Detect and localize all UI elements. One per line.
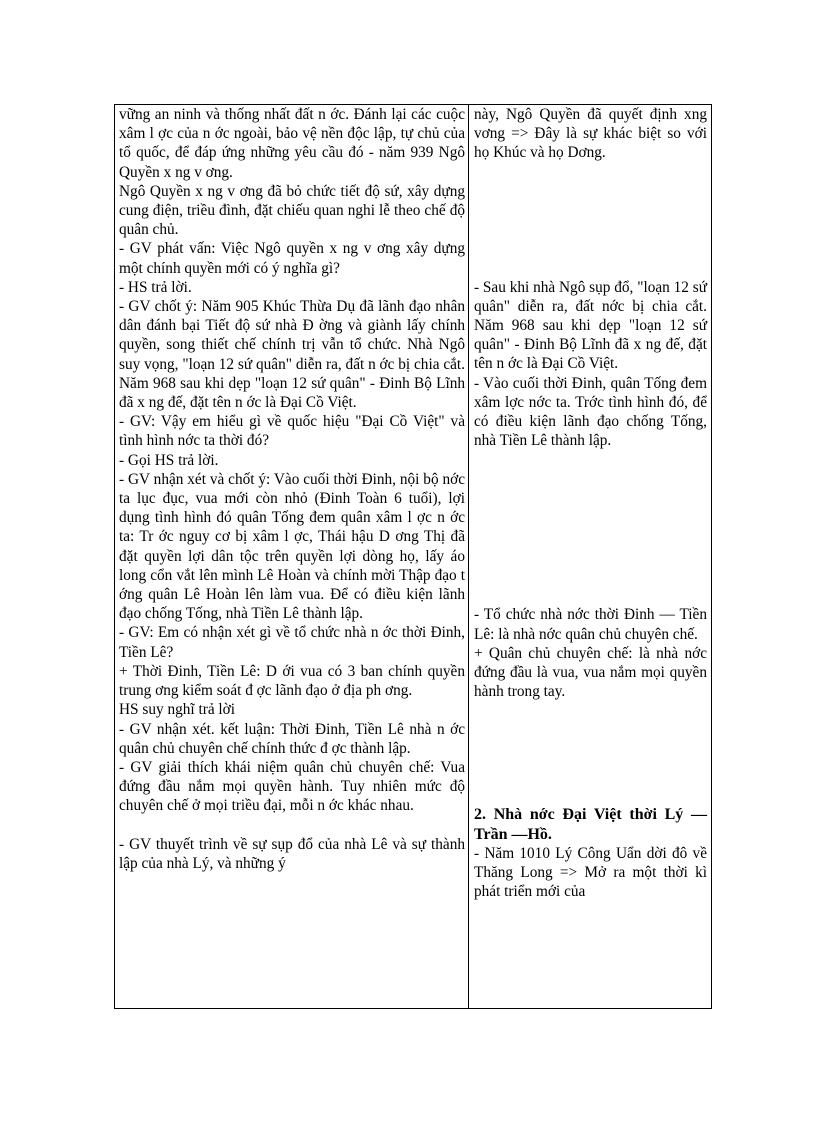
paragraph: này, Ngô Quyền đã quyết định xng vơng => Đây là sự khác biệt so với họ Khúc và họ Dơng. [474, 106, 707, 162]
paragraph: - GV chốt ý: Năm 905 Khúc Thừa Dụ đã lãnh đạo nhân dân đánh bại Tiết độ sứ nhà Đ ờng và giành lấy chính quyền, song thiết chế chính trị vẫn tổ chức. Nhà Ngô suy vọng, "loạn 12 sứ quân" diễn ra, đất n ớc bị chia cắt. Năm 968 sau khi dẹp "loạn 12 sứ quân" - Đinh Bộ Lĩnh đã x ng đế, đặt tên n ớc là Đại Cồ Việt. [119, 298, 465, 412]
paragraph: - GV giải thích khái niệm quân chủ chuyên chế: Vua đứng đầu nắm mọi quyền hành. Tuy nhiên mức độ chuyên chế ở mọi triều đại, mỗi n ớc khác nhau. [119, 758, 465, 815]
paragraph: - GV phát vấn: Việc Ngô quyền x ng v ơng xây dựng một chính quyền mới có ý nghĩa gì? [119, 240, 465, 277]
teacher-activity-column [115, 105, 469, 1008]
paragraph: - GV: Vậy em hiểu gì về quốc hiệu "Đại Cồ Việt" và tình hình nớc ta thời đó? [119, 413, 465, 450]
spacer [119, 816, 465, 835]
paragraph: - GV thuyết trình về sự sụp đổ của nhà Lê và sự thành lập của nhà Lý, và những ý [119, 835, 465, 872]
content-column [469, 105, 711, 1008]
paragraph: - GV nhận xét. kết luận: Thời Đinh, Tiền Lê nhà n ớc quân chủ chuyên chế chính thức đ ợc thành lập. [119, 720, 465, 757]
paragraph: - Vào cuối thời Đinh, quân Tống đem xâm lợc nớc ta. Trớc tình hình đó, để có điều kiện lãnh đạo chống Tống, nhà Tiền Lê thành lập. [474, 374, 707, 450]
lesson-table [114, 104, 712, 1009]
spacer [474, 450, 707, 605]
paragraph: - Tổ chức nhà nớc thời Đinh — Tiền Lê: là nhà nớc quân chủ chuyên chế. [474, 606, 707, 643]
paragraph: - Năm 1010 Lý Công Uẩn dời đô về Thăng Long => Mở ra một thời kì phát triển mới của [474, 844, 707, 901]
paragraph: + Thời Đinh, Tiền Lê: D ới vua có 3 ban chính quyền trung ơng kiểm soát đ ợc lãnh đạo ở địa ph ơng. [119, 662, 465, 700]
paragraph: - HS trả lời. [119, 278, 192, 296]
paragraph: Ngô Quyền x ng v ơng đã bỏ chức tiết độ sứ, xây dựng cung điện, triều đình, đặt chiếu quan nghi lễ theo chế độ quân chủ. [119, 182, 465, 239]
section-heading: 2. Nhà nớc Đại Việt thời Lý —Trần —Hồ. [474, 806, 707, 843]
paragraph: - Sau khi nhà Ngô sụp đổ, "loạn 12 sứ quân" diễn ra, đất nớc bị chia cắt. Năm 968 sau khi dẹp "loạn 12 sứ quân" - Đinh Bộ Lĩnh đã x ng đế, đặt tên n ớc là Đại Cồ Việt. [474, 278, 707, 373]
spacer [474, 701, 707, 805]
paragraph: HS suy nghĩ trả lời [119, 701, 236, 719]
spacer [474, 163, 707, 278]
paragraph: vững an ninh và thống nhất đất n ớc. Đánh lại các cuộc xâm l ợc của n ớc ngoài, bảo vệ nền độc lập, tự chủ của tổ quốc, để đáp ứng những yêu cầu đó - năm 939 Ngô Quyền x ng v ơng. [119, 106, 465, 181]
paragraph: - GV nhận xét và chốt ý: Vào cuối thời Đinh, nội bộ nớc ta lục đục, vua mới còn nhỏ (Đinh Toàn 6 tuổi), lợi dụng tình hình đó quân Tống đem quân xâm l ợc n ớc ta: Tr ớc nguy cơ bị xâm l ợc, Thái hậu D ơng Thị đã đặt quyền lợi dân tộc trên quyền lợi dòng họ, lấy áo long cổn vắt lên mình Lê Hoàn và chính mời Thập đạo t ớng quân Lê Hoàn lên làm vua. Để có điều kiện lãnh đạo chống Tống, nhà Tiền Lê thành lập. [119, 470, 465, 623]
paragraph: - Gọi HS trả lời. [119, 451, 219, 469]
paragraph: - GV: Em có nhận xét gì về tổ chức nhà n ớc thời Đinh, Tiền Lê? [119, 624, 465, 661]
paragraph: + Quân chủ chuyên chế: là nhà nớc đứng đầu là vua, vua nắm mọi quyền hành trong tay. [474, 644, 707, 701]
